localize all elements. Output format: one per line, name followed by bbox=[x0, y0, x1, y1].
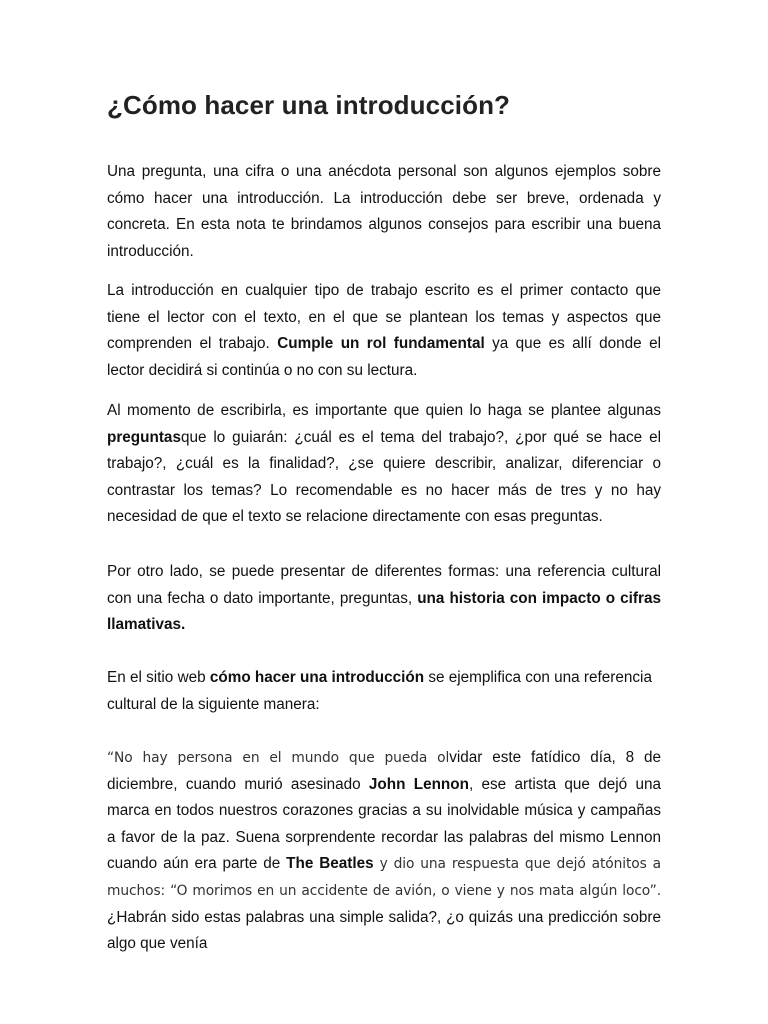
text-segment: se ejemplifica con una referencia cultural de la siguiente manera: bbox=[107, 669, 652, 713]
paragraph-website-example bbox=[107, 665, 661, 718]
bold-text: The Beatles bbox=[286, 855, 374, 873]
quote-text: y dio una respuesta que dejó atónitos a muchos: “O morimos en un accidente de avión, o viene y nos mata algún loco”. bbox=[107, 856, 661, 899]
text-segment: que lo guiarán: ¿cuál es el tema del trabajo?, ¿por qué se hace el trabajo?, ¿cuál es la finalidad?, ¿se quiere describir, analizar, diferenciar o contrastar los temas? Lo recomendable es no hacer más de tres y no hay necesidad de que el texto se relacione directamente con esas preguntas. bbox=[107, 428, 661, 526]
text-segment: , ese artista que dejó una marca en todos nuestros corazones gracias a su inolvidable música y campañas a favor de la paz. Suena sorprendente recordar las palabras del mismo Lennon cuando aún era parte de bbox=[107, 775, 661, 873]
paragraph-questions bbox=[107, 398, 661, 531]
text-segment: Al momento de escribirla, es importante que quien lo haga se plantee algunas bbox=[107, 402, 661, 419]
bold-text: preguntas bbox=[107, 428, 181, 446]
paragraph-forms bbox=[107, 559, 661, 639]
text-segment: ya que es allí donde el lector decidirá si continúa o no con su lectura. bbox=[107, 335, 661, 379]
bold-text: cómo hacer una introducción bbox=[209, 669, 425, 686]
text-segment: Por otro lado, se puede presentar de diferentes formas: una referencia cultural con una fecha o dato importante, preguntas, bbox=[107, 563, 661, 607]
bold-text: Cumple un rol fundamental bbox=[277, 335, 485, 353]
text-segment: En el sitio web bbox=[107, 669, 210, 686]
text-segment: vidar este fatídico día, 8 de diciembre, cuando murió asesinado bbox=[107, 749, 661, 793]
bold-text: John Lennon bbox=[368, 775, 469, 793]
paragraph-first-contact bbox=[107, 278, 661, 384]
quote-text: “No hay persona en el mundo que pueda ol bbox=[107, 750, 450, 766]
page-title: ¿Cómo hacer una introducción? bbox=[107, 90, 511, 120]
text-segment: La introducción en cualquier tipo de trabajo escrito es el primer contacto que tiene el lector con el texto, en el que se plantean los temas y aspectos que comprenden el trabajo. bbox=[107, 282, 661, 353]
text-segment: ¿Habrán sido estas palabras una simple salida?, ¿o quizás una predicción sobre algo que venía bbox=[107, 908, 661, 953]
paragraph-intro: Una pregunta, una cifra o una anécdota personal son algunos ejemplos sobre cómo hacer una introducción. La introducción debe ser breve, ordenada y concreta. En esta nota te brindamos algunos consejos para escribir una buena introducción. bbox=[107, 163, 661, 260]
bold-text: una historia con impacto o cifras llamativas. bbox=[107, 589, 661, 634]
paragraph-lennon-quote bbox=[107, 745, 661, 958]
